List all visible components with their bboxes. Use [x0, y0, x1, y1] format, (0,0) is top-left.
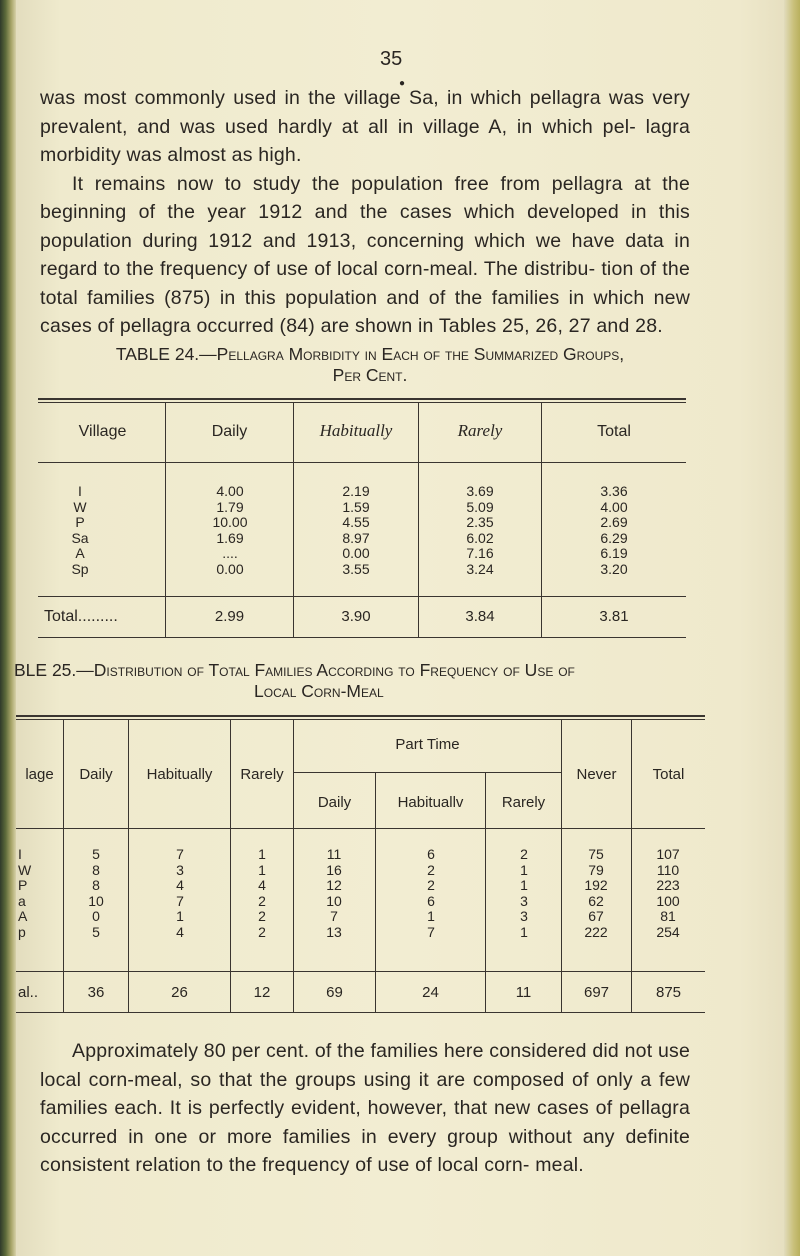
table24-header-habitually: Habitually — [319, 421, 393, 440]
table25-never-cell: 67 — [588, 908, 604, 925]
table25-title-line1: BLE 25.—Distribution of Total Families According to Frequency of Use of — [14, 660, 575, 680]
table25-body-rule — [16, 971, 705, 972]
table25-pt-rarely-cell: 1 — [520, 923, 528, 940]
decorative-dot: ● — [399, 78, 406, 89]
table24-total-cell: 6.29 — [600, 529, 628, 546]
table25-habitually-cell: 1 — [176, 908, 184, 925]
table25-total-pt-rarely: 11 — [515, 984, 532, 1001]
table25-habitually-cell: 3 — [176, 861, 184, 878]
table25-village-cell: I — [18, 846, 22, 862]
table25-header-village: lage — [25, 766, 54, 783]
table25-rarely-cell: 4 — [258, 877, 266, 894]
table25-pt-daily-cell: 7 — [330, 908, 338, 925]
table25-village-cell: a — [18, 892, 26, 909]
table24-habitually-cell: 1.59 — [342, 498, 370, 515]
table24-col-village — [60, 484, 100, 578]
table24-header-village: Village — [78, 423, 127, 440]
table25-parttime-rule — [293, 772, 561, 773]
table25-header-pt-daily: Daily — [317, 794, 352, 811]
table25-vline — [63, 719, 64, 1012]
table24-col-rarely — [450, 484, 510, 578]
table25-col-rarely — [250, 847, 274, 941]
table25-pt-rarely-cell: 2 — [520, 846, 528, 862]
table24-habitually-cell: 2.19 — [342, 483, 370, 499]
table25-total-cell: 107 — [656, 846, 680, 862]
table25-rarely-cell: 2 — [258, 908, 266, 925]
table25-total-cell: 223 — [656, 877, 680, 894]
table25-village-cell: p — [18, 923, 26, 940]
binding-edge-left — [0, 0, 16, 1256]
table25-total-cell: 81 — [660, 908, 676, 925]
table24-total-habitually: 3.90 — [341, 608, 371, 625]
table25-total-habitually: 26 — [171, 984, 188, 1001]
table24-total-cell: 2.69 — [600, 514, 628, 531]
table25-total-cell: 100 — [656, 892, 680, 909]
table25-pt-daily-cell: 10 — [326, 892, 342, 909]
table25-never-cell: 192 — [584, 877, 608, 894]
table25-title-line2: Local Corn-Meal — [254, 681, 384, 701]
bottom-paragraph-block — [40, 1037, 690, 1180]
table25-pt-habitually-cell: 2 — [427, 877, 435, 894]
table24-village-cell: P — [75, 514, 85, 531]
table25-village-cell: W — [18, 861, 32, 878]
page-number: 35 — [380, 48, 403, 70]
table25-pt-habitually-cell: 6 — [427, 892, 435, 909]
table25-pt-habitually-cell: 1 — [427, 908, 435, 925]
table24-title-line1: TABLE 24.—Pellagra Morbidity in Each of the Summarized Groups, — [115, 344, 625, 364]
table24-rarely-cell: 5.09 — [466, 498, 494, 515]
table25-rarely-cell: 2 — [258, 892, 266, 909]
table24-village-cell: Sp — [71, 560, 89, 577]
table25-daily-cell: 8 — [92, 877, 100, 894]
table24-daily-cell: 0.00 — [216, 560, 244, 577]
table24-total-total: 3.81 — [599, 608, 629, 625]
table25-pt-rarely-cell: 3 — [520, 892, 528, 909]
table24-title — [40, 344, 700, 386]
table24-habitually-cell: 4.55 — [342, 514, 370, 531]
table25-total-daily: 36 — [87, 984, 105, 1001]
page-edge-right — [784, 0, 800, 1256]
table25-never-cell: 222 — [584, 923, 608, 940]
table25-header-pt-rarely: Rarely — [501, 794, 546, 811]
table25-vline — [561, 719, 562, 1012]
table25-pt-habitually-cell: 2 — [427, 861, 435, 878]
table25-habitually-cell: 4 — [176, 923, 184, 940]
table24-col-daily — [200, 484, 260, 578]
table25-header-daily: Daily — [79, 766, 113, 783]
table24-habitually-cell: 8.97 — [342, 529, 370, 546]
table25-vline — [230, 719, 231, 1012]
table25-daily-cell: 5 — [92, 923, 100, 940]
table25-col-village — [18, 847, 38, 941]
table25-col-total — [648, 847, 688, 941]
table25-top-rule-2 — [16, 719, 705, 720]
table24-total-cell: 4.00 — [600, 498, 628, 515]
paragraph-main: It remains now to study the population free from pellagra at the beginning of the year 1912 and the cases which developed in this population during 1912 and 1913, concerning which we have data in regard to the frequency of use of local corn-meal. The distribu- tion of the total families (875) in this population and of the families in which new cases of pellagra occurred (84) are shown in Tables 25, 26, 27 and 28. — [40, 172, 690, 337]
table24-habitually-cell: 3.55 — [342, 560, 370, 577]
table25-header-never: Never — [576, 766, 617, 783]
table25-habitually-cell: 7 — [176, 846, 184, 862]
table24-total-cell: 3.20 — [600, 560, 628, 577]
table24-rarely-cell: 7.16 — [466, 545, 494, 562]
table25-never-cell: 79 — [588, 861, 604, 878]
table25-title — [14, 660, 800, 702]
table25-col-pt-habitually — [415, 847, 447, 941]
table25-pt-daily-cell: 16 — [326, 861, 342, 878]
table25-total-rarely: 12 — [253, 984, 271, 1001]
table25-rarely-cell: 2 — [258, 923, 266, 940]
table25-daily-cell: 5 — [92, 846, 100, 862]
table25-pt-habitually-cell: 7 — [427, 923, 435, 940]
table25-vline — [293, 719, 294, 1012]
table24-village-cell: W — [73, 498, 87, 515]
top-paragraph — [40, 84, 690, 341]
table24-bottom-rule — [38, 637, 686, 638]
table24-total-cell: 3.36 — [600, 483, 628, 499]
table25-header-rule — [16, 828, 705, 829]
table24-header-daily: Daily — [211, 423, 248, 440]
table25-col-habitually — [158, 847, 202, 941]
table25-village-cell: P — [18, 877, 28, 894]
table25-col-daily — [74, 847, 118, 941]
table25-header-parttime: Part Time — [395, 736, 460, 753]
table25-vline — [128, 719, 129, 1012]
table25-pt-daily-cell: 12 — [326, 877, 342, 894]
table25-pt-habitually-cell: 6 — [427, 846, 435, 862]
table25-pt-daily-cell: 13 — [326, 923, 342, 940]
table24-header-total: Total — [597, 423, 631, 440]
table25-daily-cell: 0 — [92, 908, 100, 925]
bottom-paragraph: Approximately 80 per cent. of the families here considered did not use local corn-meal, so that the groups using it are composed of only a few families each. It is perfectly evident, however, that new cases of pellagra occurred in one or more families in every group without any definite consistent relation to the frequency of use of local corn- meal. — [40, 1040, 690, 1176]
table25-rarely-cell: 1 — [258, 861, 266, 878]
table24-col-habitually — [326, 484, 386, 578]
table24-rarely-cell: 6.02 — [466, 529, 494, 546]
table25-total-label: al.. — [18, 984, 39, 1001]
table24-body-rule — [38, 596, 686, 597]
table24-title-line2: Per Cent. — [332, 365, 408, 385]
table25-total-never: 697 — [583, 984, 610, 1001]
table25-daily-cell: 10 — [88, 892, 104, 909]
table24-daily-cell: 1.69 — [216, 529, 244, 546]
table25-col-pt-daily — [318, 847, 350, 941]
table25-col-pt-rarely — [508, 847, 540, 941]
table25-top-rule — [16, 715, 705, 717]
paragraph-continuation: was most commonly used in the village Sa, in which pellagra was very prevalent, and was used hardly at all in village A, in which pel- lagra morbidity was almost as high. — [40, 87, 690, 166]
table25-habitually-cell: 4 — [176, 877, 184, 894]
table24-village-cell: Sa — [71, 529, 89, 546]
table24-col-total — [584, 484, 644, 578]
table25-never-cell: 62 — [588, 892, 604, 909]
table24-total-label: Total......... — [44, 608, 118, 625]
table25-col-never — [576, 847, 616, 941]
table25-total-cell: 254 — [656, 923, 680, 940]
table25-header-rarely: Rarely — [240, 766, 284, 783]
table25-vline — [631, 719, 632, 1012]
table25-header-pt-habitually: Habituallv — [397, 794, 464, 811]
table24-rarely-cell: 3.24 — [466, 560, 494, 577]
table24-total-daily: 2.99 — [214, 608, 245, 625]
table24-daily-cell: 1.79 — [216, 498, 244, 515]
table24-rarely-cell: 3.69 — [466, 483, 494, 499]
table24-village-cell: I — [78, 483, 82, 499]
table25-daily-cell: 8 — [92, 861, 100, 878]
table24-daily-cell: 4.00 — [216, 483, 244, 499]
table25-village-cell: A — [18, 908, 28, 925]
table24-header-rule — [38, 462, 686, 463]
table25-total-pt-daily: 69 — [326, 984, 343, 1001]
table24-habitually-cell: 0.00 — [342, 545, 370, 562]
table25-pt-rarely-cell: 1 — [520, 861, 528, 878]
table25-never-cell: 75 — [588, 846, 604, 862]
table24-total-rarely: 3.84 — [465, 608, 495, 625]
table24-top-rule-2 — [38, 402, 686, 403]
table25-pt-daily-cell: 11 — [326, 846, 342, 862]
table24-daily-cell: 10.00 — [212, 514, 248, 531]
table25-header-total: Total — [652, 766, 685, 783]
table24-total-cell: 6.19 — [600, 545, 628, 562]
table25-pt-rarely-cell: 3 — [520, 908, 528, 925]
table25-total-total: 875 — [655, 984, 682, 1001]
table25-total-pt-habitually: 24 — [422, 984, 439, 1001]
table24-header-rarely: Rarely — [457, 421, 503, 440]
table24-village-cell: A — [75, 545, 85, 562]
table25-total-cell: 110 — [656, 861, 680, 878]
table25-bottom-rule — [16, 1012, 705, 1013]
table25-rarely-cell: 1 — [258, 846, 266, 862]
table25-pt-rarely-cell: 1 — [520, 877, 528, 894]
table25-habitually-cell: 7 — [176, 892, 184, 909]
table24-top-rule — [38, 398, 686, 400]
table24-rarely-cell: 2.35 — [466, 514, 494, 531]
table25-header-habitually: Habitually — [146, 766, 213, 783]
table24-daily-cell: .... — [222, 545, 238, 562]
